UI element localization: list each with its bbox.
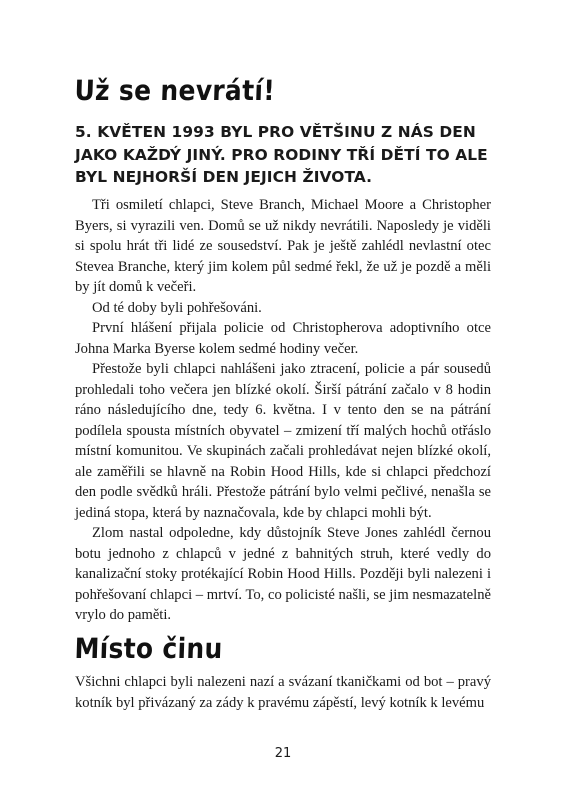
paragraph: Přestože byli chlapci nahlášeni jako ztracení, policie a pár sousedů prohledali toho večera jen blízké okolí. Širší pátrání začalo v 8 hodin ráno následujícího dne, tedy 6. května. I v tento den se na pátrání podílela spousta místních obyvatel – zmizení tří malých hochů otřáslo místní komunitou. Ve skupinách začali prohledávat nejen blízké okolí, ale zaměřili se hlavně na Robin Hood Hills, kde si chlapci předchozí den podle svědků hráli. Přestože pátrání bylo velmi pečlivé, nenašla se jediná stopa, která by naznačovala, kde by chlapci mohli být. [75, 361, 491, 521]
chapter-lead: 5. KVĚTEN 1993 BYL PRO VĚTŠINU Z NÁS DEN JAKO KAŽDÝ JINÝ. PRO RODINY TŘÍ DĚTÍ TO ALE BYL NEJHORŠÍ DEN JEJICH ŽIVOTA. [75, 123, 488, 186]
chapter-title: Už se nevrátí! [73, 74, 276, 107]
page-number: 21 [274, 746, 292, 761]
paragraph: Všichni chlapci byli nalezeni nazí a svázaní tkaničkami od bot – pravý kotník byl přivázaný za zády k pravému zápěstí, levý kotník k levému [75, 674, 491, 711]
section-title: Místo činu [73, 632, 224, 665]
section-body [75, 672, 491, 713]
book-page [75, 0, 491, 800]
paragraph: První hlášení přijala policie od Christopherova adoptivního otce Johna Marka Byerse kolem sedmé hodiny večer. [75, 320, 491, 357]
chapter-body [75, 195, 491, 626]
paragraph: Tři osmiletí chlapci, Steve Branch, Michael Moore a Christopher Byers, si vyrazili ven. Domů se už nikdy nevrátili. Naposledy je viděli si spolu hrát tři lidé ze sousedství. Pak je ještě zahlédl nevlastní otec Stevea Branche, který jim kolem půl sedmé řekl, že už je pozdě a měli by jít domů k večeři. [75, 197, 491, 295]
paragraph: Od té doby byli pohřešováni. [92, 299, 262, 316]
paragraph: Zlom nastal odpoledne, kdy důstojník Steve Jones zahlédl černou botu jednoho z chlapců v jedné z bahnitých struh, které vedly do kanalizační stoky protékající Robin Hood Hills. Později byli nalezeni i pohřešovaní chlapci – mrtví. To, co policisté našli, se jim nesmazatelně vrylo do paměti. [75, 525, 491, 623]
